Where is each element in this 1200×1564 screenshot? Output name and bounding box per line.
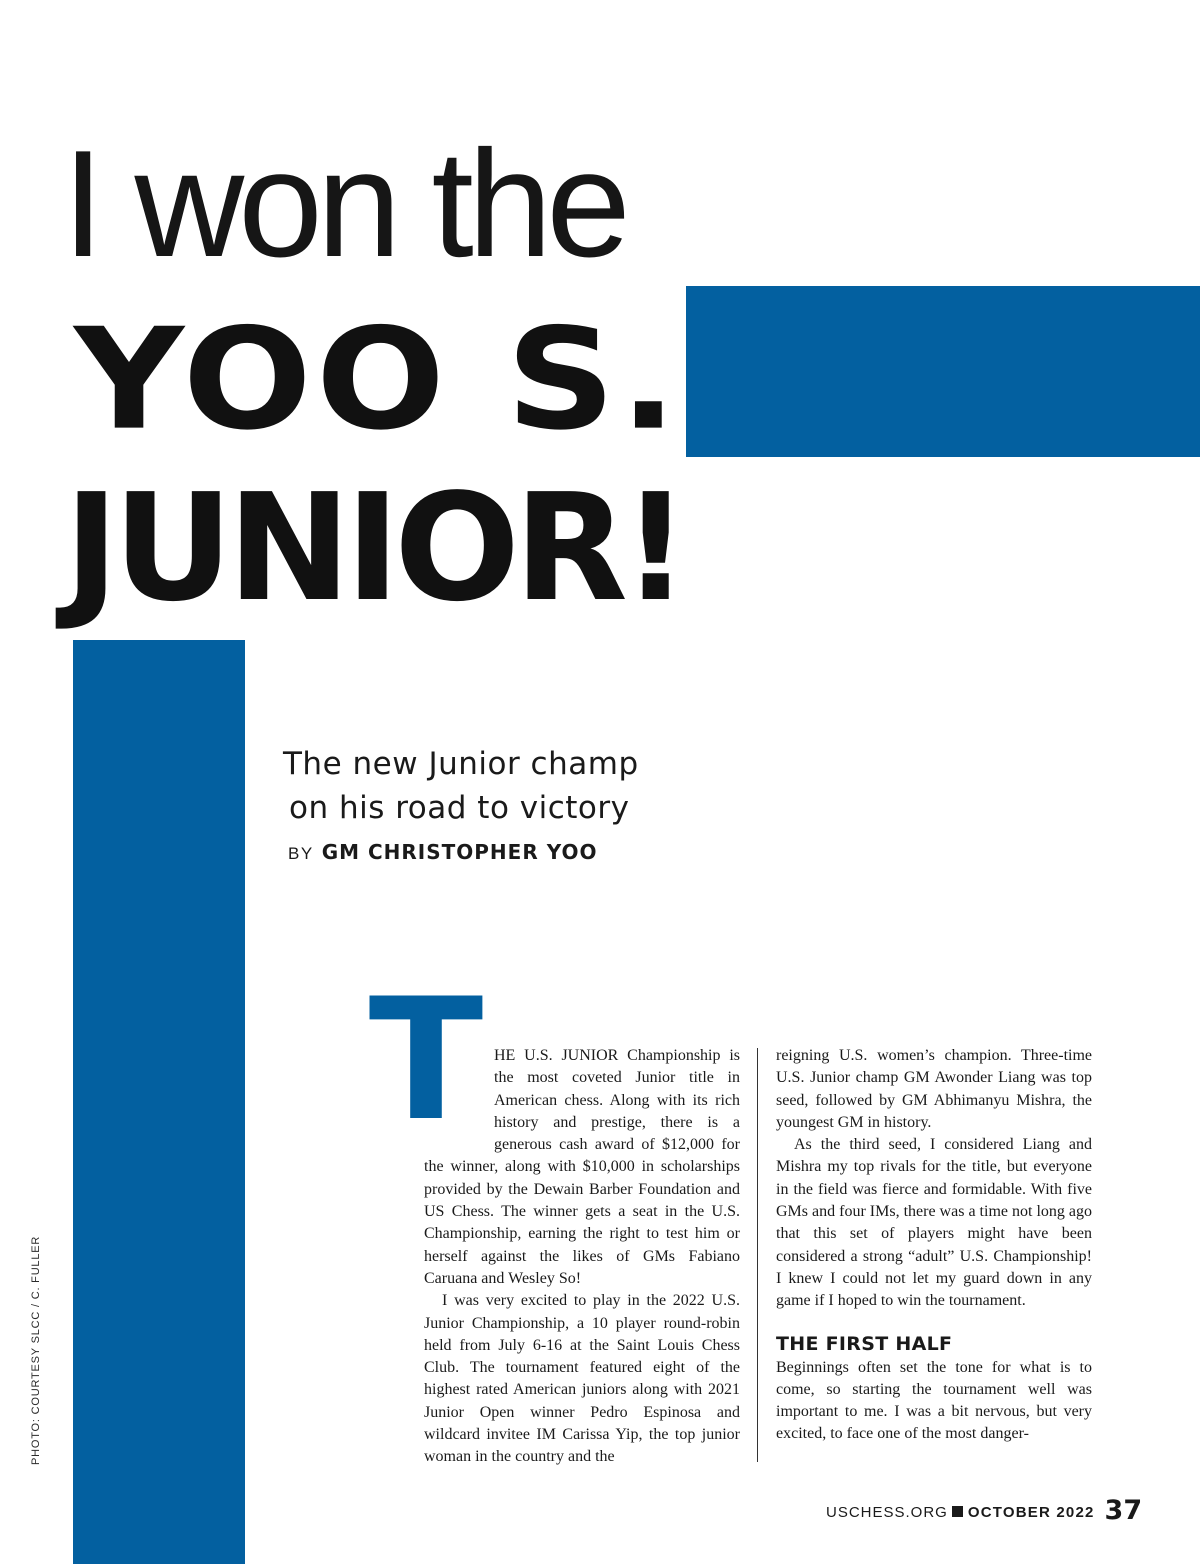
photo-credit: PHOTO: COURTESY SLCC / C. FULLER: [30, 1235, 42, 1465]
subtitle: [283, 742, 703, 830]
byline: [288, 840, 597, 864]
footer-site: USCHESS.ORG: [826, 1504, 948, 1521]
blue-accent-block-right: [686, 286, 1200, 457]
article-column-2: [776, 1045, 1092, 1446]
headline-line-3: JUNIOR!: [64, 462, 684, 634]
article-paragraph: reigning U.S. women’s champion. Three-time U.S. Junior champ GM Awonder Liang was top seed, followed by GM Abhimanyu Mishra, the youngest GM in history.: [776, 1047, 1092, 1131]
square-separator-icon: [952, 1506, 963, 1517]
article-paragraph: As the third seed, I considered Liang and Mishra my top rivals for the title, but everyone in the field was fierce and formidable. With five GMs and four IMs, there was a time not long ago that this set of players might have been considered a strong “adult” U.S. Championship! I knew I could not let my guard down in any game if I hoped to win the tournament.: [776, 1136, 1092, 1310]
article-column-1: [424, 1045, 740, 1469]
footer-date: OCTOBER 2022: [967, 1504, 1095, 1521]
article-paragraph: HE U.S. JUNIOR Championship is the most coveted Junior title in American chess. Along with its rich history and prestige, there is a generous cash award of $12,000 for the winner, along with $10,000 in scholarships provided by the Dewain Barber Foundation and US Chess. The winner gets a seat in the U.S. Championship, earning the right to test him or herself against the likes of GMs Fabiano Caruana and Wesley So!: [424, 1047, 740, 1287]
article-paragraph: Beginnings often set the tone for what is to come, so starting the tournament well was important to me. I was a bit nervous, but very excited, to face one of the most danger-: [776, 1358, 1092, 1443]
page-number: 37: [1104, 1495, 1143, 1526]
drop-cap-spacer: [424, 1045, 494, 1155]
subtitle-line-2: on his road to victory: [289, 790, 630, 826]
blue-accent-bar-left: [73, 640, 245, 1564]
byline-author: GM CHRISTOPHER YOO: [321, 840, 598, 864]
column-divider: [757, 1048, 758, 1462]
byline-prefix: BY: [288, 844, 314, 863]
page-footer: [826, 1495, 1142, 1526]
section-heading: THE FIRST HALF: [776, 1332, 953, 1355]
article-paragraph: I was very excited to play in the 2022 U.S. Junior Championship, a 10 player round-robin held from July 6-16 at the Saint Louis Chess Club. The tournament featured eight of the highest rated American juniors along with 2021 Junior Open winner Pedro Espinosa and wildcard invitee IM Carissa Yip, the top junior woman in the country and the: [424, 1292, 740, 1466]
headline-line-2: YOO S.: [74, 297, 682, 461]
headline-line-1: I won the: [62, 119, 625, 289]
drop-cap: T: [368, 962, 484, 1158]
subtitle-line-1: The new Junior champ: [283, 746, 639, 782]
